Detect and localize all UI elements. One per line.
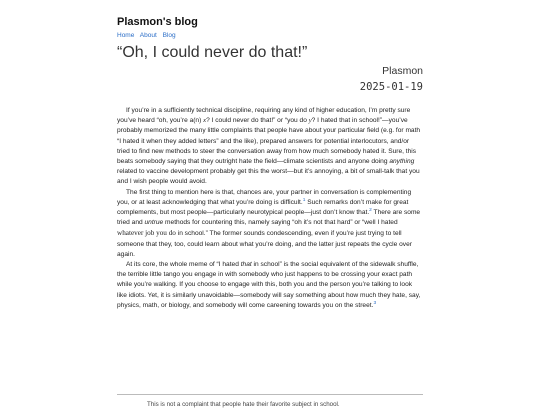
- blog-title[interactable]: Plasmon's blog: [117, 16, 198, 28]
- serif-phrase: whatever job you do: [117, 229, 176, 238]
- post-author: Plasmon: [382, 65, 423, 77]
- p1-text-a: If you’re in a sufficiently technical discipline, requiring any kind of higher education, I’m pretty sure you’ve heard “oh, you’re a(n): [117, 107, 411, 125]
- footnote-text: This is not a complaint that people hate their favorite subject in school.: [147, 401, 340, 408]
- p2-text-d: methods for countering this, namely saying “oh it’s not that hard” or “well I hated: [163, 219, 398, 227]
- nav-link-blog[interactable]: Blog: [162, 32, 176, 39]
- p1-text-b: ? I could never do that!” or “you do: [206, 117, 309, 125]
- p2-text-c: There are some tried and: [117, 209, 421, 227]
- site-nav: [117, 32, 180, 39]
- footnote-divider: [117, 394, 423, 395]
- p3-text-b: in school” is the social equivalent of the sidewalk shuffle, the terrible little tango you engage in with somebody who just happens to be crossing your exact path while you’re walking. If you choose to engage with this, both you and the person you’re talking to look like idiots. Yet, it is similarly unavoidable—somebody will say something about how much they hate, say, physics, math, or biology, and somebody will come careening towards you on the street.: [117, 261, 421, 309]
- math-variable-x: x: [203, 117, 207, 125]
- emphasis-that: that: [240, 261, 252, 269]
- emphasis-untrue: untrue: [144, 219, 164, 227]
- paragraph-2: [117, 188, 423, 260]
- paragraph-1: [117, 106, 423, 188]
- p2-text-e: in school.” The former sounds condescending, even if you’re just trying to tell someone that they, too, could learn about what you’re doing, and the latter just repeats the cycle over again.: [117, 230, 412, 258]
- post-date: 2025-01-19: [359, 81, 423, 93]
- footnote-ref-2[interactable]: 2: [369, 207, 372, 213]
- nav-link-home[interactable]: Home: [117, 32, 135, 39]
- nav-link-about[interactable]: About: [139, 32, 157, 39]
- footnote-ref-1[interactable]: 1: [302, 197, 306, 203]
- p1-text-d: related to vaccine development probably get this the worst—but it’s annoying, a bit of small-talk that you and I wish people would avoid.: [117, 168, 420, 186]
- p2-text-b: Such remarks don’t make for great complements, but most people—particularly neurotypical people—just don’t know that.: [117, 198, 409, 217]
- footnote-ref-3[interactable]: 3: [373, 300, 377, 306]
- p2-text-a: The first thing to mention here is that, chances are, your partner in conversation is complementing you, or at least acknowledging that what you’re doing is difficult.: [117, 188, 412, 206]
- math-variable-y: y: [308, 117, 312, 125]
- p3-text-a: At its core, the whole meme of “I hated: [126, 261, 241, 269]
- p1-text-c: ? I hated that in school!”—you’ve probably memorized the many little complaints that people have about your particular field (e.g. for math “I hated it when they added letters” and the like), prepared answers for potential interlocutors, and/or tried to find new methods to steer the conversation away from how much somebody hated it. Sure, this beats somebody saying that they outright hate the field—climate scientists and anyone doing: [117, 117, 421, 166]
- post-body: [117, 106, 423, 311]
- paragraph-3: [117, 260, 423, 311]
- post-title: “Oh, I could never do that!”: [117, 44, 308, 61]
- emphasis-anything: anything: [389, 158, 415, 166]
